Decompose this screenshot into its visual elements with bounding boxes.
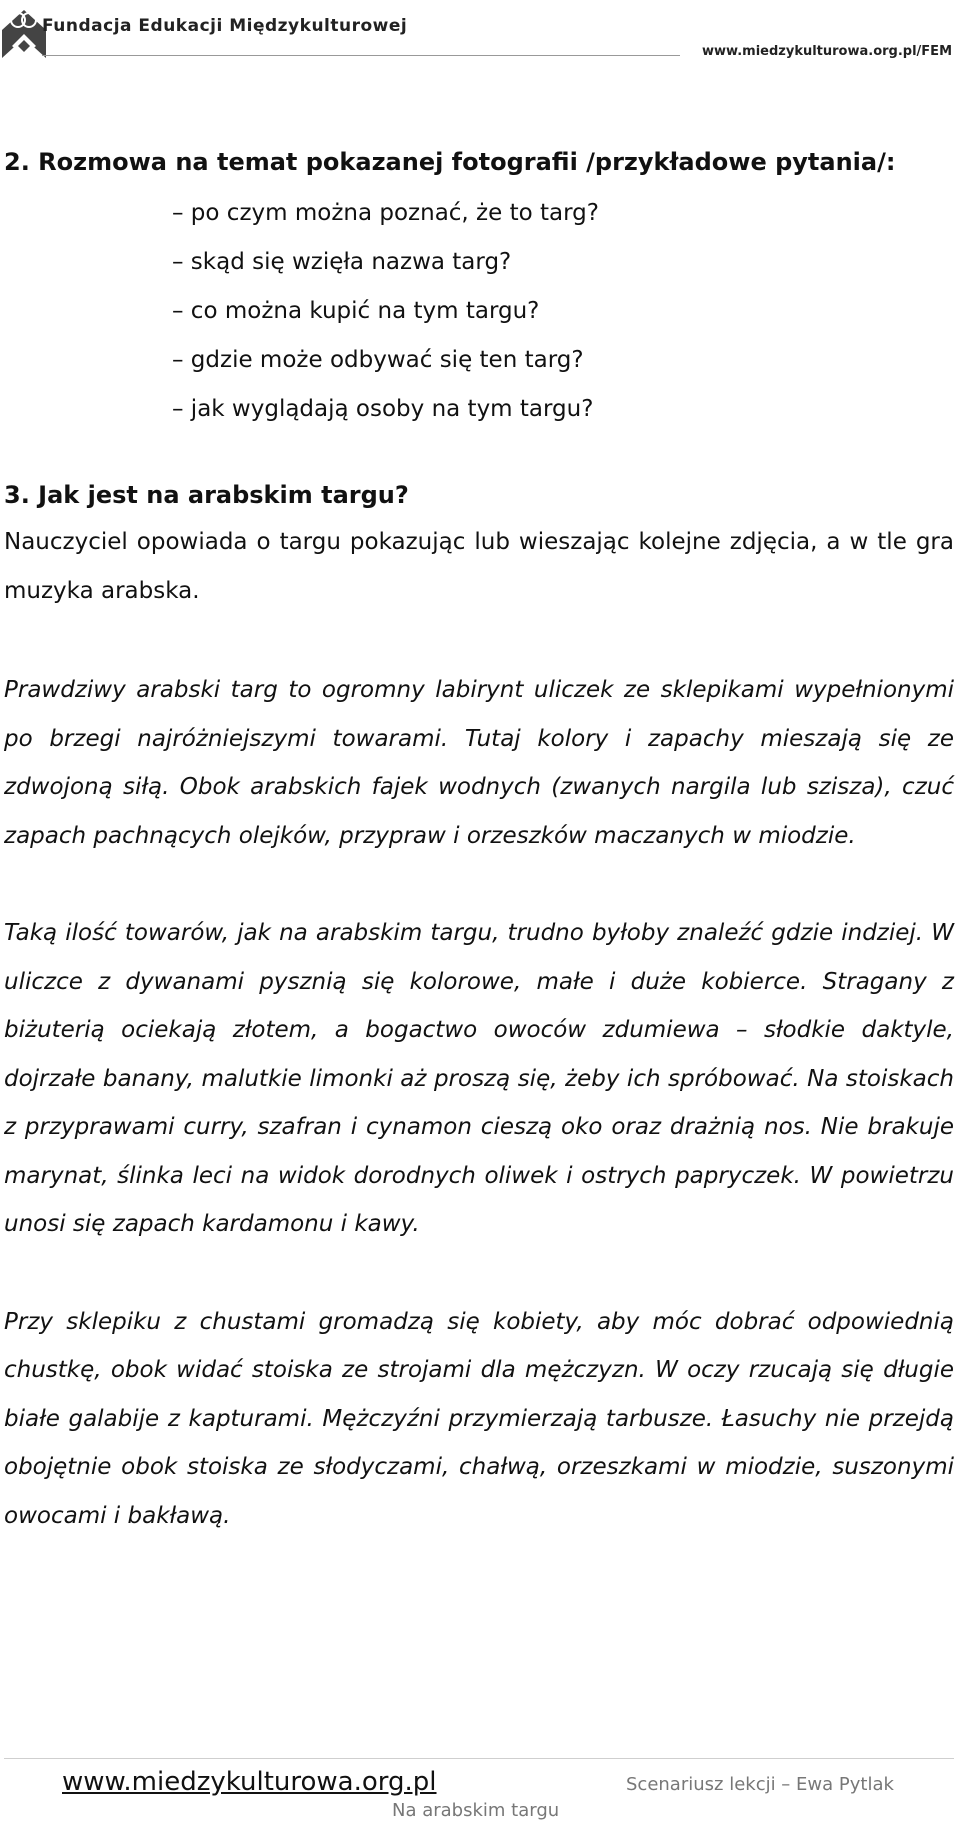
- story-paragraph: Przy sklepiku z chustami gromadzą się kobiety, aby móc dobrać odpowiednią chustkę, obok widać stoiska ze strojami dla mężczyzn. W oczy rzucają się długie białe galabije z kapturami. Mężczyźni przymierzają tarbusze. Łasuchy nie przejdą obojętnie obok stoiska ze słodyczami, chałwą, orzeszkami w miodzie, suszonymi owocami i bakławą.: [4, 1308, 954, 1529]
- story-paragraph: Taką ilość towarów, jak na arabskim targu, trudno byłoby znaleźć gdzie indziej. W uliczce z dywanami pysznią się kolorowe, małe i duże kobierce. Stragany z biżuterią ociekają złotem, a bogactwo owoców zdumiewa – słodkie daktyle, dojrzałe banany, malutkie limonki aż proszą się, żeby ich spróbować. Na stoiskach z przyprawami curry, szafran i cynamon cieszą oko oraz drażnią nos. Nie brakuje marynat, ślinka leci na widok dorodnych oliwek i ostrych papryczek. W powietrzu unosi się zapach kardamonu i kawy.: [4, 920, 954, 1237]
- list-item: – jak wyglądają osoby na tym targu?: [172, 396, 594, 422]
- footer-author: Scenariusz lekcji – Ewa Pytlak: [626, 1774, 894, 1795]
- list-item: – co można kupić na tym targu?: [172, 298, 540, 324]
- footer-website-link[interactable]: www.miedzykulturowa.org.pl: [62, 1767, 437, 1797]
- footer-divider: [4, 1758, 954, 1759]
- footer-document-title: Na arabskim targu: [392, 1800, 560, 1821]
- section-3-heading: 3. Jak jest na arabskim targu?: [4, 481, 409, 509]
- list-item: – gdzie może odbywać się ten targ?: [172, 347, 584, 373]
- organization-name: Fundacja Edukacji Międzykulturowej: [42, 16, 408, 36]
- list-item: – skąd się wzięła nazwa targ?: [172, 249, 512, 275]
- story-paragraph: Prawdziwy arabski targ to ogromny labirynt uliczek ze sklepikami wypełnionymi po brzegi najróżniejszymi towarami. Tutaj kolory i zapachy mieszają się ze zdwojoną siłą. Obok arabskich fajek wodnych (zwanych nargila lub szisza), czuć zapach pachnących olejków, przypraw i orzeszków maczanych w miodzie.: [4, 677, 954, 849]
- document-body: [4, 145, 954, 1540]
- fem-logo-icon: [2, 2, 46, 58]
- section-3-intro: Nauczyciel opowiada o targu pokazując lub wieszając kolejne zdjęcia, a w tle gra muzyka arabska.: [4, 529, 954, 604]
- list-item: – po czym można poznać, że to targ?: [172, 200, 599, 226]
- section-2-heading: 2. Rozmowa na temat pokazanej fotografii /przykładowe pytania/:: [4, 148, 896, 176]
- page-header: [0, 0, 960, 70]
- question-list: [4, 189, 954, 434]
- header-divider: [42, 55, 680, 56]
- header-url: www.miedzykulturowa.org.pl/FEM: [702, 44, 952, 59]
